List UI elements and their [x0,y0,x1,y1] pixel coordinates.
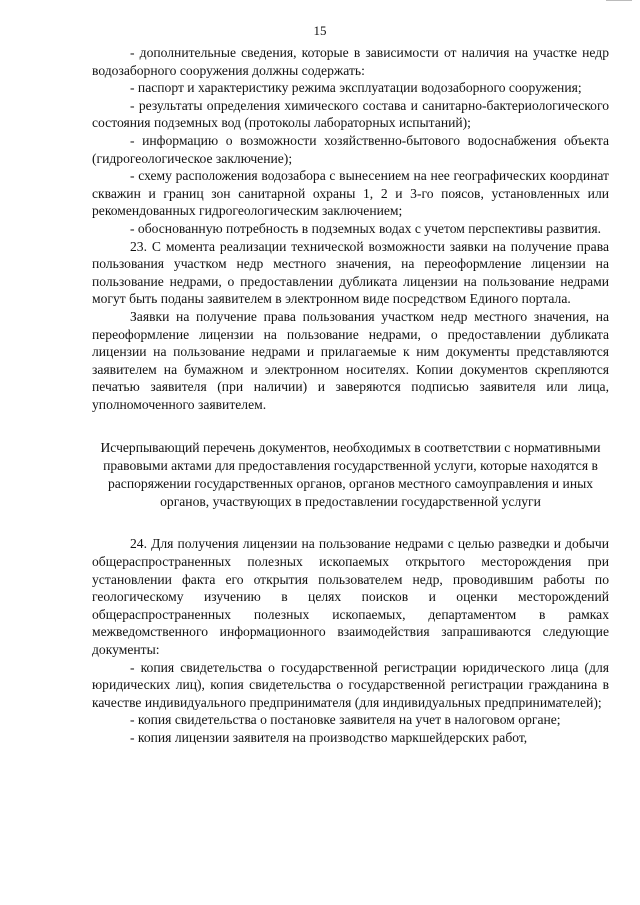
scan-edge-mark [606,0,632,1]
page-body [92,44,609,747]
paragraph-additional-info: - дополнительные сведения, которые в зависимости от наличия на участке недр водозаборного сооружения должны содержать: [92,45,609,78]
paragraph-item-23: 23. С момента реализации технической возможности заявки на получение права пользования участком недр местного значения, на переоформление лицензии на пользование недрами, о предоставлении дубликата лицензии на пользование недрами могут быть поданы заявителем в электронном виде посредством Единого портала. [92,238,609,307]
paragraph-tax-copy: - копия свидетельства о постановке заявителя на учет в налоговом органе; [130,712,561,728]
paragraph-passport: - паспорт и характеристику режима эксплуатации водозаборного сооружения; [130,80,582,96]
paragraph-applications: Заявки на получение права пользования участком недр местного значения, на переоформление лицензии на пользование недрами, о предоставлении дубликата лицензии на пользование недрами и прилагаемые к ним документы представляются заявителем на бумажном и электронном носителях. Копии документов скрепляются печатью заявителя (при наличии) и заверяются подписью заявителя или лица, уполномоченного заявителем. [92,308,609,412]
section-heading: Исчерпывающий перечень документов, необходимых в соответствии с нормативными правовыми актами для предоставления государственной услуги, которые находятся в распоряжении государственных органов, органов местного самоуправления и иных органов, участвующих в предоставлении государственной услуги [100,440,601,510]
paragraph-water-supply-info: - информацию о возможности хозяйственно-бытового водоснабжения объекта (гидрогеологическое заключение); [92,132,609,166]
paragraph-chemical-results: - результаты определения химического состава и санитарно-бактериологического состояния подземных вод (протоколы лабораторных испытаний); [92,97,609,131]
paragraph-intake-scheme: - схему расположения водозабора с вынесением на нее географических координат скважин и границ зон санитарной охраны 1, 2 и 3-го поясов, установленных или рекомендованных гидрогеологическим заключением; [92,168,609,219]
paragraph-license-copy: - копия лицензии заявителя на производство маркшейдерских работ, [130,730,528,745]
page-number: 15 [313,23,327,38]
paragraph-water-demand: - обоснованную потребность в подземных водах с учетом перспективы развития. [130,220,602,236]
paragraph-item-24: 24. Для получения лицензии на пользование недрами с целью разведки и добычи общераспространенных полезных ископаемых открытого месторождения при установлении факта его открытия пользователем недр, проводившим работы по геологическому изучению в целях поисков и оценки месторождений общераспространенных полезных ископаемых, департаментом в рамках межведомственного информационного взаимодействия запрашиваются следующие документы: [92,536,609,658]
spacer [92,511,609,535]
paragraph-registration-copy: - копия свидетельства о государственной регистрации юридического лица (для юридических лиц), копия свидетельства о государственной регистрации гражданина в качестве индивидуального предпринимателя (для индивидуальных предпринимателей); [92,659,609,710]
